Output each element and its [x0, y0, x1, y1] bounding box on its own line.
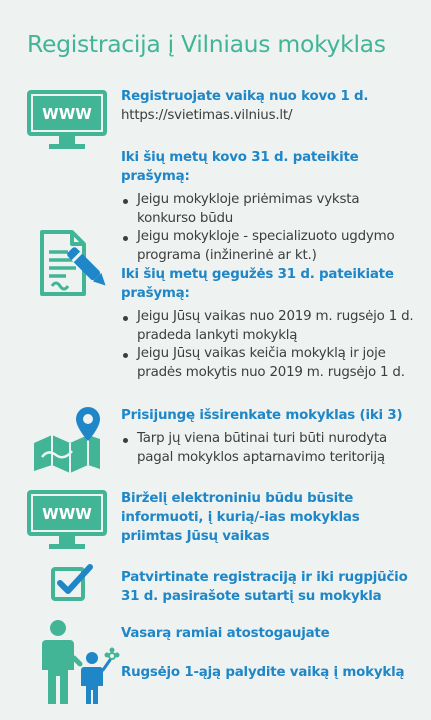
step-2-list — [121, 191, 421, 265]
step-1-link[interactable]: https://svietimas.vilnius.lt/ — [121, 108, 293, 123]
step-4-list — [121, 430, 421, 467]
step-8-head: Rugsėjo 1-ąją palydite vaiką į mokyklą — [121, 665, 405, 680]
step-7 — [121, 624, 421, 643]
step-6-head: Patvirtinate registraciją ir iki rugpjūčio 31 d. pasirašote sutartį su mokykla — [121, 570, 408, 604]
www-monitor-icon — [27, 490, 107, 552]
parent-child-icon — [38, 618, 120, 708]
step-4-head: Prisijungę išsirenkate mokyklas (iki 3) — [121, 408, 403, 423]
list-item: Jeigu Jūsų vaikas nuo 2019 m. rugsėjo 1 d. pradeda lankyti mokyklą — [121, 308, 421, 345]
list-item: Jeigu Jūsų vaikas keičia mokyklą ir joje pradės mokytis nuo 2019 m. rugsėjo 1 d. — [121, 345, 421, 382]
step-5 — [121, 489, 421, 546]
step-3-head: Iki šių metų gegužės 31 d. pateikiate prašymą: — [121, 267, 394, 301]
map-pin-icon — [30, 405, 104, 475]
step-5-head: Birželį elektroniniu būdu būsite informuoti, į kurią/-ias mokyklas priimtas Jūsų vaikas — [121, 491, 360, 544]
www-monitor-icon — [27, 90, 107, 152]
checkbox-icon — [50, 563, 96, 603]
list-item: Jeigu mokykloje - specializuoto ugdymo programa (inžinerinė ar kt.) — [121, 228, 421, 265]
page-title: Registracija į Vilniaus mokyklas — [27, 30, 386, 58]
www-label: WWW — [42, 505, 92, 523]
step-3 — [121, 265, 421, 382]
step-7-head: Vasarą ramiai atostogaujate — [121, 626, 330, 641]
www-label: WWW — [42, 105, 92, 123]
list-item: Jeigu mokykloje priėmimas vyksta konkurso būdu — [121, 191, 421, 228]
step-4 — [121, 406, 421, 467]
step-1-head: Registruojate vaiką nuo kovo 1 d. — [121, 89, 369, 104]
step-3-list — [121, 308, 421, 382]
step-2 — [121, 148, 421, 265]
step-2-head: Iki šių metų kovo 31 d. pateikite prašymą: — [121, 150, 359, 184]
step-1 — [121, 87, 421, 125]
list-item: Tarp jų viena būtinai turi būti nurodyta pagal mokyklos aptarnavimo teritoriją — [121, 430, 421, 467]
document-pen-icon — [34, 228, 114, 300]
step-6 — [121, 568, 421, 606]
step-8 — [121, 663, 421, 682]
